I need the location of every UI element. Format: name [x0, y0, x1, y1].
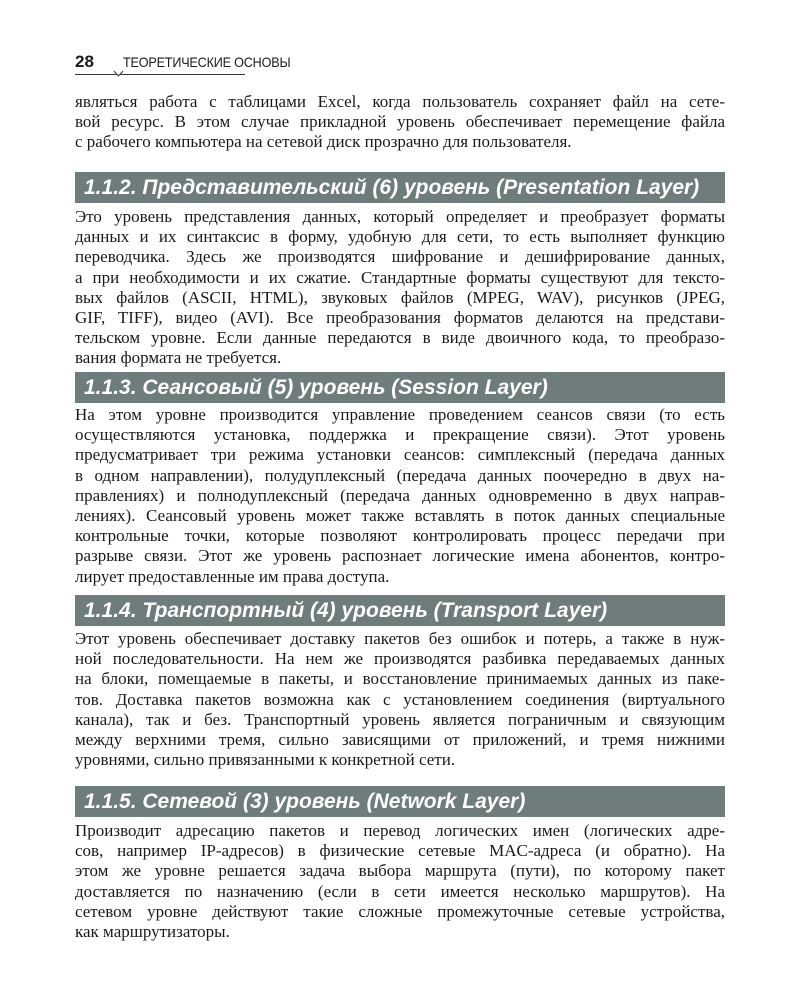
text-line: на блоки, помещаемые в пакеты, и восстановление принимаемых данных из паке- [75, 669, 725, 689]
text-line: осуществляются установка, поддержка и прекращение связи). Этот уровень [75, 425, 725, 445]
text-line: переводчика. Здесь же производятся шифрование и дешифрирование данных, [75, 247, 725, 267]
section-heading-transport: 1.1.4. Транспортный (4) уровень (Transport Layer) [75, 595, 725, 626]
text-line: контрольные точки, которые позволяют контролировать процесс передачи при [75, 526, 725, 546]
text-line: между верхними тремя, сильно зависящими от приложений, и тремя нижними [75, 730, 725, 750]
text-line: GIF, TIFF), видео (AVI). Все преобразования форматов делаются на представи- [75, 308, 725, 328]
text-line: вой ресурс. В этом случае прикладной уровень обеспечивает перемещение файла [75, 112, 725, 132]
section-paragraph-transport [75, 629, 725, 770]
text-line: с рабочего компьютера на сетевой диск прозрачно для пользователя. [75, 132, 572, 152]
text-line: вых файлов (ASCII, HTML), звуковых файлов (MPEG, WAV), рисунков (JPEG, [75, 287, 725, 307]
text-line: лениях). Сеансовый уровень может также вставлять в поток данных специальные [75, 506, 725, 526]
text-line: тельском уровне. Если данные передаются в виде двоичного кода, то преобразо- [75, 328, 725, 348]
text-line: сов, например IP-адресов) в физические сетевые MAC-адреса (и обратно). На [75, 841, 725, 861]
text-line: в одном направлении), полудуплексный (передача данных поочередно в двух на- [75, 465, 725, 485]
page-number: 28 [75, 52, 94, 71]
running-head-title: ТЕОРЕТИЧЕСКИЕ ОСНОВЫ [123, 54, 291, 70]
text-line: тов. Доставка пакетов возможна как с установлением соединения (виртуального [75, 689, 725, 709]
text-line: Это уровень представления данных, который определяет и преобразует форматы [75, 207, 725, 226]
text-line: правлениях) и полнодуплексный (передача данных одновременно в двух направ- [75, 485, 725, 505]
text-line: доставляется по назначению (если в сети имеется несколько маршрутов). На [75, 881, 725, 901]
intro-paragraph [75, 92, 725, 153]
text-line: Производит адресацию пакетов и перевод логических имен (логических адре- [75, 821, 725, 840]
section-heading-network: 1.1.5. Сетевой (3) уровень (Network Layer) [75, 786, 725, 817]
text-line: вания формата не требуется. [75, 348, 282, 368]
text-line: На этом уровне производится управление проведением сеансов связи (то есть [75, 405, 725, 424]
section-heading-presentation: 1.1.2. Представительский (6) уровень (Presentation Layer) [75, 172, 725, 203]
text-line: Этот уровень обеспечивает доставку пакетов без ошибок и потерь, а также в нуж- [75, 629, 725, 648]
text-line: как маршрутизаторы. [75, 922, 230, 942]
text-line: а при необходимости и их сжатие. Стандартные форматы существуют для тексто- [75, 267, 725, 287]
text-line: являться работа с таблицами Excel, когда пользователь сохраняет файл на сете- [75, 92, 725, 111]
text-line: лирует предоставленные им права доступа. [75, 566, 390, 586]
section-heading-session: 1.1.3. Сеансовый (5) уровень (Session Layer) [75, 372, 725, 403]
text-line: данных и их синтаксис в форму, удобную для сети, то есть выполняет функцию [75, 227, 725, 247]
text-line: сетевом уровне действуют такие сложные промежуточные сетевые устройства, [75, 901, 725, 921]
text-line: предусматривает три режима установки сеансов: симплексный (передача данных [75, 445, 725, 465]
section-paragraph-session [75, 405, 725, 587]
section-paragraph-presentation [75, 207, 725, 369]
running-head-rule [75, 74, 245, 75]
text-line: ной последовательности. На нем же производятся разбивка передаваемых данных [75, 649, 725, 669]
section-paragraph-network [75, 821, 725, 942]
text-line: этом же уровне решается задача выбора маршрута (пути), по которому пакет [75, 861, 725, 881]
text-line: разрыве связи. Этот же уровень распознает логические имена абонентов, контро- [75, 546, 725, 566]
text-line: канала), так и без. Транспортный уровень является пограничным и связующим [75, 709, 725, 729]
text-line: уровнями, сильно привязанными к конкретной сети. [75, 750, 456, 770]
